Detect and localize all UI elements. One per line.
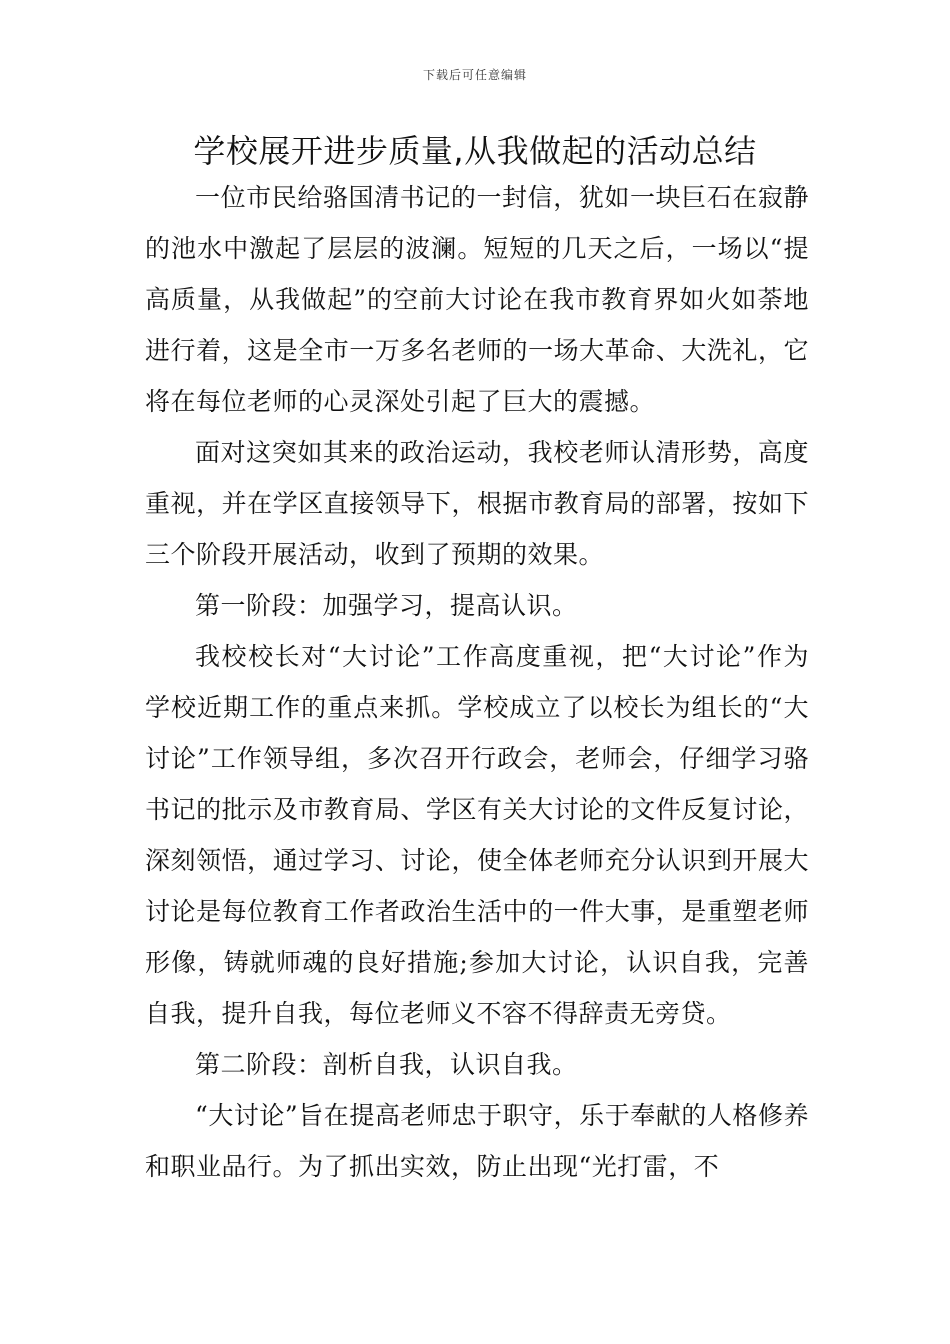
stage-two-heading: 第二阶段：剖析自我，认识自我。 bbox=[195, 1050, 578, 1079]
stage-one-heading: 第一阶段：加强学习，提高认识。 bbox=[195, 591, 578, 620]
header-note: 下载后可任意编辑 bbox=[422, 68, 527, 82]
paragraph-stage-two: “大讨论”旨在提高老师忠于职守，乐于奉献的人格修养和职业品行。为了抓出实效，防止出现“光打雷，不 bbox=[145, 1101, 809, 1181]
document-title: 学校展开进步质量,从我做起的活动总结 bbox=[193, 132, 757, 170]
document-body bbox=[145, 172, 809, 1192]
paragraph-stage-one: 我校校长对“大讨论”工作高度重视，把“大讨论”作为学校近期工作的重点来抓。学校成立了以校长为组长的“大讨论”工作领导组，多次召开行政会，老师会，仔细学习骆书记的批示及市教育局、学区有关大讨论的文件反复讨论，深刻领悟，通过学习、讨论，使全体老师充分认识到开展大讨论是每位教育工作者政治生活中的一件大事，是重塑老师形像，铸就师魂的良好措施;参加大讨论，认识自我，完善自我，提升自我，每位老师义不容不得辞责无旁贷。 bbox=[145, 642, 809, 1028]
paragraph-response: 面对这突如其来的政治运动，我校老师认清形势，高度重视，并在学区直接领导下，根据市教育局的部署，按如下三个阶段开展活动，收到了预期的效果。 bbox=[145, 438, 809, 569]
paragraph-intro: 一位市民给骆国清书记的一封信，犹如一块巨石在寂静的池水中激起了层层的波澜。短短的几天之后，一场以“提高质量，从我做起”的空前大讨论在我市教育界如火如荼地进行着，这是全市一万多名老师的一场大革命、大洗礼，它将在每位老师的心灵深处引起了巨大的震撼。 bbox=[145, 183, 809, 416]
